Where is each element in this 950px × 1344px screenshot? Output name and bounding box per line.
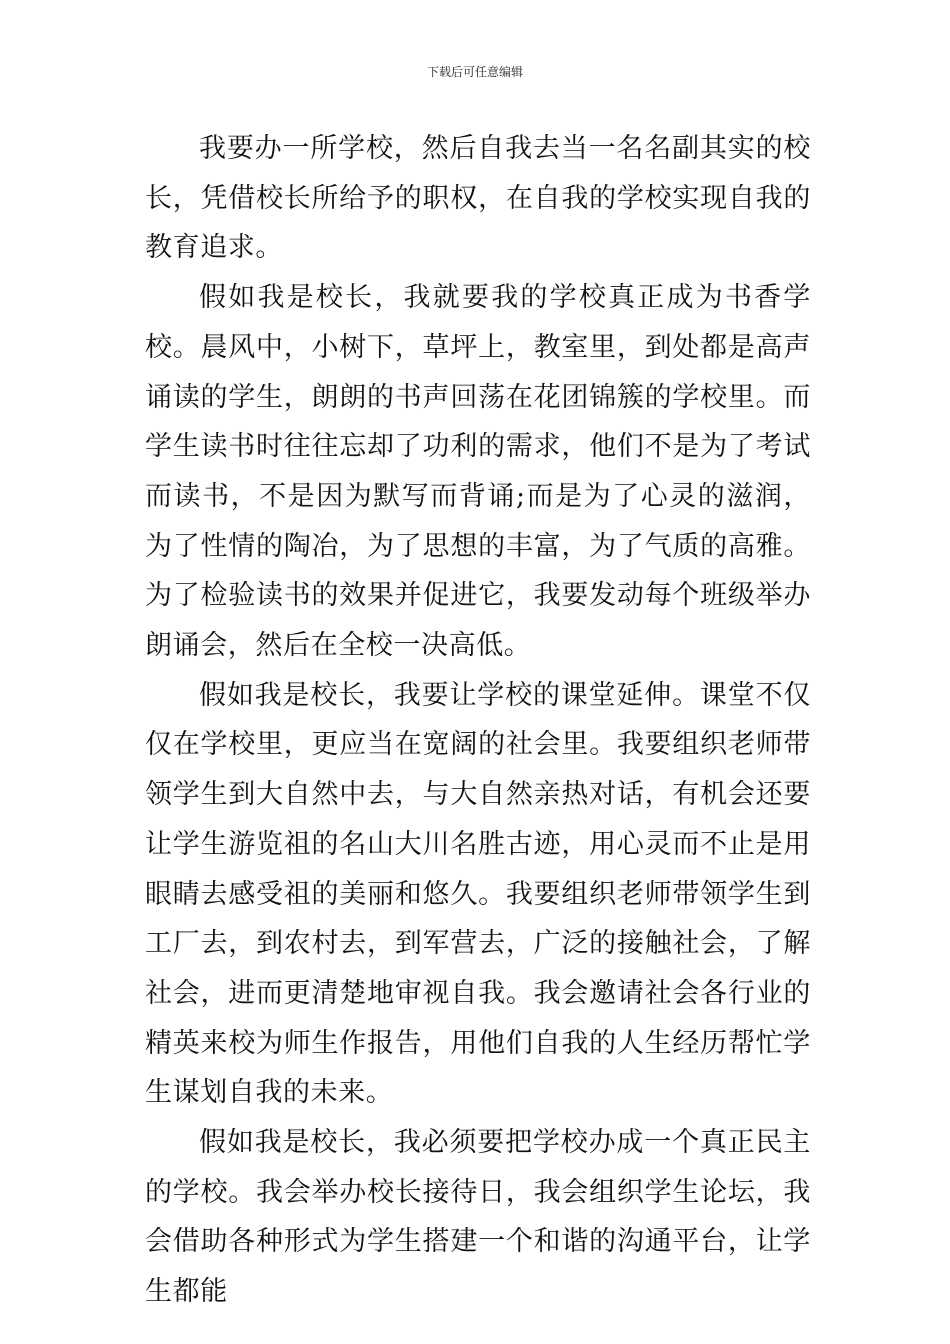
paragraph-2: 假如我是校长，我就要我的学校真正成为书香学校。晨风中，小树下，草坪上，教室里，到处都是高声诵读的学生，朗朗的书声回荡在花团锦簇的学校里。而学生读书时往往忘却了功利的需求，他们不是为了考试而读书，不是因为默写而背诵;而是为了心灵的滋润，为了性情的陶冶，为了思想的丰富，为了气质的高雅。为了检验读书的效果并促进它，我要发动每个班级举办朗诵会，然后在全校一决高低。 xyxy=(145,282,811,662)
paragraph-4: 假如我是校长，我必须要把学校办成一个真正民主的学校。我会举办校长接待日，我会组织学生论坛，我会借助各种形式为学生搭建一个和谐的沟通平台，让学生都能 xyxy=(145,1127,811,1308)
paragraph-3: 假如我是校长，我要让学校的课堂延伸。课堂不仅仅在学校里，更应当在宽阔的社会里。我要组织老师带领学生到大自然中去，与大自然亲热对话，有机会还要让学生游览祖的名山大川名胜古迹，用心灵而不止是用眼睛去感受祖的美丽和悠久。我要组织老师带领学生到工厂去，到农村去，到军营去，广泛的接触社会，了解社会，进而更清楚地审视自我。我会邀请社会各行业的精英来校为师生作报告，用他们自我的人生经历帮忙学生谋划自我的未来。 xyxy=(145,679,811,1109)
page-header: 下载后可任意编辑 xyxy=(426,65,523,79)
document-body xyxy=(145,124,811,1317)
paragraph-1: 我要办一所学校，然后自我去当一名名副其实的校长，凭借校长所给予的职权，在自我的学校实现自我的教育追求。 xyxy=(145,133,811,264)
